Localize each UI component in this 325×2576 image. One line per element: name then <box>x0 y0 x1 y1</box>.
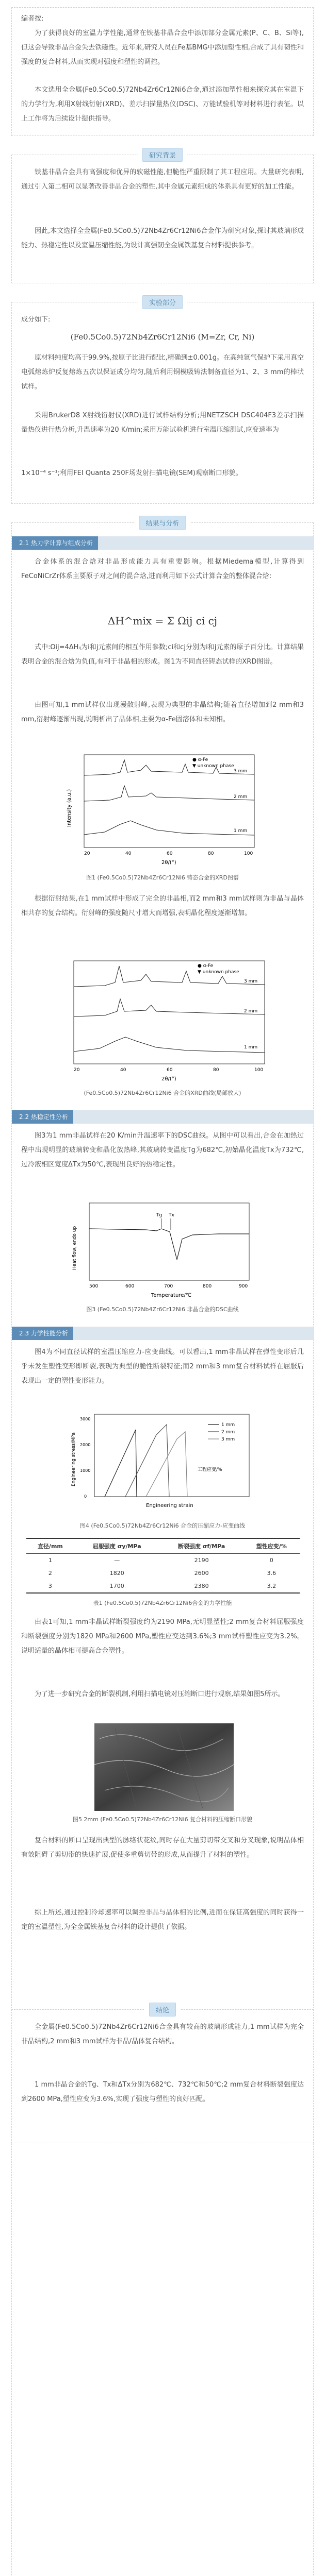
table-header-yield: 屈服强度 σy/MPa <box>92 1543 141 1550</box>
experiment-paragraph-3: 1×10⁻⁴ s⁻¹;利用FEI Quanta 250F场发射扫描电镜(SEM)观察断口形貌。 <box>21 469 242 477</box>
mechanical-paragraph-1: 图4为不同直径试样的室温压缩应力-应变曲线。可以看出,1 mm非晶试样在弹性变形后几乎未发生塑性变形即断裂,表现为典型的脆性断裂特征;而2 mm和3 mm复合材料试样在屈服后表现出一定的塑性变形能力。 <box>21 1348 304 1385</box>
xrd-legend-afe: ● α-Fe <box>192 757 208 762</box>
stress-ytick-0: 0 <box>84 1494 87 1499</box>
thermo-paragraph-1: 合金体系的混合焓对非晶形成能力具有重要影响。根据Miedema模型,计算得到FeCoNiCrZr体系主要原子对之间的混合焓,进而利用如下公式计算合金的整体混合焓: <box>21 558 304 580</box>
xrd-label-2mm: 2 mm <box>234 794 248 800</box>
conclusion-paragraph-2: 1 mm非晶合金的Tg、Tx和ΔTx分别为682℃、732℃和50℃;2 mm复合材料断裂强度达到2600 MPa,塑性应变为3.6%,实现了强度与塑性的良好匹配。 <box>21 2081 304 2103</box>
dsc-chart <box>69 1198 259 1301</box>
table-cell: 2 <box>48 1570 52 1577</box>
figure-3-dsc <box>69 1198 259 1301</box>
xrd-xlabel: 2θ/(°) <box>161 860 176 866</box>
dsc-ylabel: Heat flow, endo up <box>72 1226 77 1270</box>
xrd-xtick-1: 40 <box>125 851 132 856</box>
thermo-paragraph-3: 由图可知,1 mm试样仅出现漫散射峰,表现为典型的非晶结构;随着直径增加到2 mm和3 mm,衍射峰逐渐出现,说明析出了晶体相,主要为α-Fe固溶体和未知相。 <box>21 701 304 723</box>
table-header-diameter: 直径/mm <box>37 1543 63 1550</box>
editor-label: 编者按: <box>21 15 44 23</box>
xrd-detail-label-2mm: 2 mm <box>244 1009 258 1014</box>
mechanical-paragraph-3: 为了进一步研究合金的断裂机制,利用扫描电镜对压缩断口进行观察,结果如图5所示。 <box>35 1690 285 1698</box>
experiment-title: 实验部分 <box>138 295 187 309</box>
conclusion-section <box>11 2009 314 2143</box>
xrd-detail-trace-3mm <box>74 966 265 987</box>
table-header-fracture: 断裂强度 σf/MPa <box>178 1543 225 1550</box>
table-cell: — <box>114 1557 120 1564</box>
xrd-legend-unknown: ▼ unknown phase <box>192 764 234 769</box>
xrd-label-3mm: 3 mm <box>234 769 248 774</box>
xrd-detail-xtick-4: 100 <box>254 1067 264 1073</box>
xrd-chart <box>63 750 265 868</box>
intro-paragraph-2: 本文选用全金属(Fe0.5Co0.5)72Nb4Zr6Cr12Ni6合金,通过添加塑性相来探究其在室温下的力学行为,利用X射线衍射(XRD)、差示扫描量热仪(DSC)、万能试验机等对材料进行表征。以上工作将为后续设计提供指导。 <box>21 86 304 123</box>
xrd-xtick-3: 80 <box>208 851 214 856</box>
figure-5-sem <box>94 1723 234 1811</box>
xrd-detail-label-1mm: 1 mm <box>244 1045 258 1050</box>
xrd-detail-xlabel: 2θ/(°) <box>161 1076 176 1082</box>
background-paragraph-1: 铁基非晶合金具有高强度和优异的软磁性能,但脆性严重限制了其工程应用。大量研究表明,通过引入第二相可以显著改善非晶合金的塑性,其中金属元素组成的体系具有更好的加工性能。 <box>21 168 304 191</box>
experiment-paragraph-2: 采用BrukerD8 X射线衍射仪(XRD)进行试样结构分析;用NETZSCH DSC404F3差示扫描量热仪进行热分析,升温速率为20 K/min;采用万能试验机进行室温压缩测试,应变速率为 <box>21 412 304 434</box>
dsc-tg-label: Tg <box>156 1213 163 1218</box>
xrd-xtick-4: 100 <box>244 851 253 856</box>
xrd-trace-1mm <box>84 821 254 835</box>
background-paragraph-2: 因此,本文选择全金属(Fe0.5Co0.5)72Nb4Zr6Cr12Ni6合金作为研究对象,探讨其玻璃形成能力、热稳定性以及室温压缩性能,为设计高强韧全金属铁基复合材料提供参考。 <box>21 227 304 249</box>
table-cell: 3.6 <box>267 1570 277 1577</box>
xrd-paragraph: 根据衍射结果,在1 mm试样中形成了完全的非晶相,而2 mm和3 mm试样则为非晶与晶体相共存的复合结构。衍射峰的强度随尺寸增大而增强,表明晶化程度逐渐增加。 <box>21 895 304 917</box>
conclusion-title: 结论 <box>145 2003 180 2016</box>
xrd-frame <box>84 755 254 848</box>
table-cell: 1700 <box>109 1583 124 1589</box>
mechanical-paragraph-2: 由表1可知,1 mm非晶试样断裂强度约为2190 MPa,无明显塑性;2 mm复合材料屈服强度和断裂强度分别为1820 MPa和2600 MPa,塑性应变达到3.6%;3 mm试样塑性应变为3.2%。说明适量的晶体相可提高合金塑性。 <box>21 1618 304 1655</box>
figure-2-caption: (Fe0.5Co0.5)72Nb4Zr6Cr12Ni6 合金的XRD曲线(局部放大) <box>84 1090 241 1096</box>
xrd-detail-trace-2mm <box>74 999 265 1016</box>
sem-image <box>94 1723 234 1811</box>
figure-3-caption: 图3 (Fe0.5Co0.5)72Nb4Zr6Cr12Ni6 非晶合金的DSC曲线 <box>86 1306 239 1313</box>
background-title: 研究背景 <box>138 148 187 162</box>
dsc-xlabel: Temperature/℃ <box>151 1293 191 1298</box>
dsc-xtick-4: 900 <box>239 1284 248 1289</box>
stress-ytick-3: 3000 <box>80 1417 91 1421</box>
table-cell: 1 <box>48 1557 52 1564</box>
dsc-tx-label: Tx <box>169 1213 174 1218</box>
xrd-detail-label-3mm: 3 mm <box>244 979 258 984</box>
table-cell: 0 <box>269 1557 273 1564</box>
legend-label-3mm: 3 mm <box>221 1437 235 1442</box>
xrd-detail-xtick-0: 20 <box>74 1067 80 1073</box>
dsc-curve <box>89 1229 249 1260</box>
table-cell: 2380 <box>194 1583 209 1589</box>
xrd-detail-legend-afe: ● α-Fe <box>198 963 214 969</box>
figure-5-caption: 图5 2mm (Fe0.5Co0.5)72Nb4Zr6Cr12Ni6 复合材料的压缩断口形貌 <box>72 1816 253 1823</box>
stress-strain-xlabel: Engineering strain <box>146 1503 193 1509</box>
table-cell: 3 <box>48 1583 52 1589</box>
properties-table <box>26 1538 300 1594</box>
table-header-row <box>26 1538 300 1554</box>
xrd-trace-2mm <box>84 786 254 801</box>
experiment-paragraph-1: 原材料纯度均高于99.9%,按原子比进行配比,精确到±0.001g。在高纯氩气保护下采用真空电弧熔炼炉反复熔炼五次以保证成分均匀,随后利用铜模吸铸法制备直径为1、2、3 mm的棒状试样。 <box>21 354 304 391</box>
curve-3mm <box>146 1432 187 1497</box>
figure-2-xrd-detail <box>53 956 275 1084</box>
table-cell: 3.2 <box>267 1583 277 1589</box>
curve-1mm <box>105 1430 137 1497</box>
intro-paragraph-1: 为了获得良好的室温力学性能,通常在铁基非晶合金中添加部分金属元素(P、C、B、Si等),但这会导致非晶合金失去铁磁性。近年来,研究人员在Fe基BMG中添加塑性相,合成了具有韧性和强度的复合材料,从而实现对强度和塑性的调控。 <box>21 29 304 66</box>
subsection-thermal-header: 2.2 热稳定性分析 <box>12 1110 314 1124</box>
stress-strain-annotation: 工程应变/% <box>198 1467 222 1472</box>
xrd-xtick-0: 20 <box>84 851 90 856</box>
figure-4-stress-strain <box>69 1409 259 1517</box>
xrd-detail-xtick-2: 60 <box>167 1067 173 1073</box>
table-row <box>26 1580 300 1593</box>
xrd-xtick-2: 60 <box>167 851 173 856</box>
experiment-lead: 成分如下: <box>21 316 51 324</box>
xrd-detail-xtick-3: 80 <box>213 1067 219 1073</box>
composition-formula: (Fe0.5Co0.5)72Nb4Zr6Cr12Ni6 (M=Zr, Cr, Ni) <box>70 332 255 342</box>
stress-strain-chart <box>69 1409 259 1517</box>
mixing-enthalpy-formula: ΔH^mix = Σ Ωij ci cj <box>107 615 218 627</box>
table-cell: 2600 <box>194 1570 209 1577</box>
table-1-caption: 表1 (Fe0.5Co0.5)72Nb4Zr6Cr12Ni6合金的力学性能 <box>93 1600 232 1606</box>
table-row <box>26 1567 300 1580</box>
results-section <box>11 522 314 2576</box>
experiment-section <box>11 299 314 504</box>
table-cell: 2190 <box>194 1557 209 1564</box>
subsection-mechanical-header: 2.3 力学性能分析 <box>12 1327 314 1340</box>
mechanical-paragraph-4: 复合材料的断口呈现出典型的脉络状花纹,同时存在大量剪切带交叉和分叉现象,说明晶体相有效阻碍了剪切带的快速扩展,促使多重剪切带的形成,从而提升了材料的塑性。 <box>21 1837 304 1859</box>
subsection-thermo-header: 2.1 热力学计算与组成分析 <box>12 536 314 550</box>
figure-1-caption: 图1 (Fe0.5Co0.5)72Nb4Zr6Cr12Ni6 铸态合金的XRD图谱 <box>86 874 239 881</box>
xrd-detail-legend-unknown: ▼ unknown phase <box>198 970 239 975</box>
results-title: 结果与分析 <box>135 516 190 530</box>
table-row <box>26 1554 300 1567</box>
xrd-detail-xtick-1: 40 <box>120 1067 126 1073</box>
sem-background <box>94 1723 234 1811</box>
xrd-ylabel: Intensity (a.u.) <box>67 789 72 827</box>
intro-box <box>11 7 314 136</box>
conclusion-paragraph-1: 全金属(Fe0.5Co0.5)72Nb4Zr6Cr12Ni6合金具有较高的玻璃形成能力,1 mm试样为完全非晶结构,2 mm和3 mm试样为非晶/晶体复合结构。 <box>21 2023 304 2045</box>
legend-label-2mm: 2 mm <box>221 1430 235 1435</box>
dsc-xtick-3: 800 <box>203 1284 212 1289</box>
dsc-xtick-1: 600 <box>125 1284 135 1289</box>
figure-4-caption: 图4 (Fe0.5Co0.5)72Nb4Zr6Cr12Ni6 合金的压缩应力-应变曲线 <box>79 1522 246 1529</box>
table-cell: 1820 <box>109 1570 124 1577</box>
mechanical-paragraph-5: 综上所述,通过控制冷却速率可以调控非晶与晶体相的比例,进而在保证高强度的同时获得一定的室温塑性,为全金属铁基复合材料的设计提供了依据。 <box>21 1909 304 1931</box>
legend-label-1mm: 1 mm <box>221 1422 235 1428</box>
stress-ytick-1: 1000 <box>80 1468 91 1473</box>
dsc-xtick-2: 700 <box>164 1284 173 1289</box>
xrd-label-1mm: 1 mm <box>234 828 248 834</box>
curve-2mm <box>125 1425 169 1497</box>
stress-ytick-2: 2000 <box>80 1443 91 1447</box>
thermal-paragraph: 图3为1 mm非晶试样在20 K/min升温速率下的DSC曲线。从图中可以看出,合金在加热过程中出现明显的玻璃转变和晶化放热峰,其玻璃转变温度Tg为682℃,初始晶化温度Tx为732℃,过冷液相区宽度ΔTx为50℃,表现出良好的热稳定性。 <box>21 1132 304 1168</box>
thermo-paragraph-2: 式中:Ωij=4ΔHᵢⱼ为i和j元素间的相互作用参数;ci和cj分别为i和j元素的原子百分比。计算结果表明合金的混合焓为负值,有利于非晶相的形成。图1为不同直径铸态试样的XRD图谱。 <box>21 643 304 666</box>
xrd-detail-trace-1mm <box>74 1037 265 1053</box>
xrd-detail-chart <box>53 956 275 1084</box>
dsc-xtick-0: 500 <box>89 1284 99 1289</box>
table-header-plastic: 塑性应变/% <box>256 1543 287 1550</box>
stress-strain-ylabel: Engineering stress/MPa <box>71 1432 76 1486</box>
figure-1-xrd <box>63 750 265 868</box>
background-section <box>11 152 314 283</box>
